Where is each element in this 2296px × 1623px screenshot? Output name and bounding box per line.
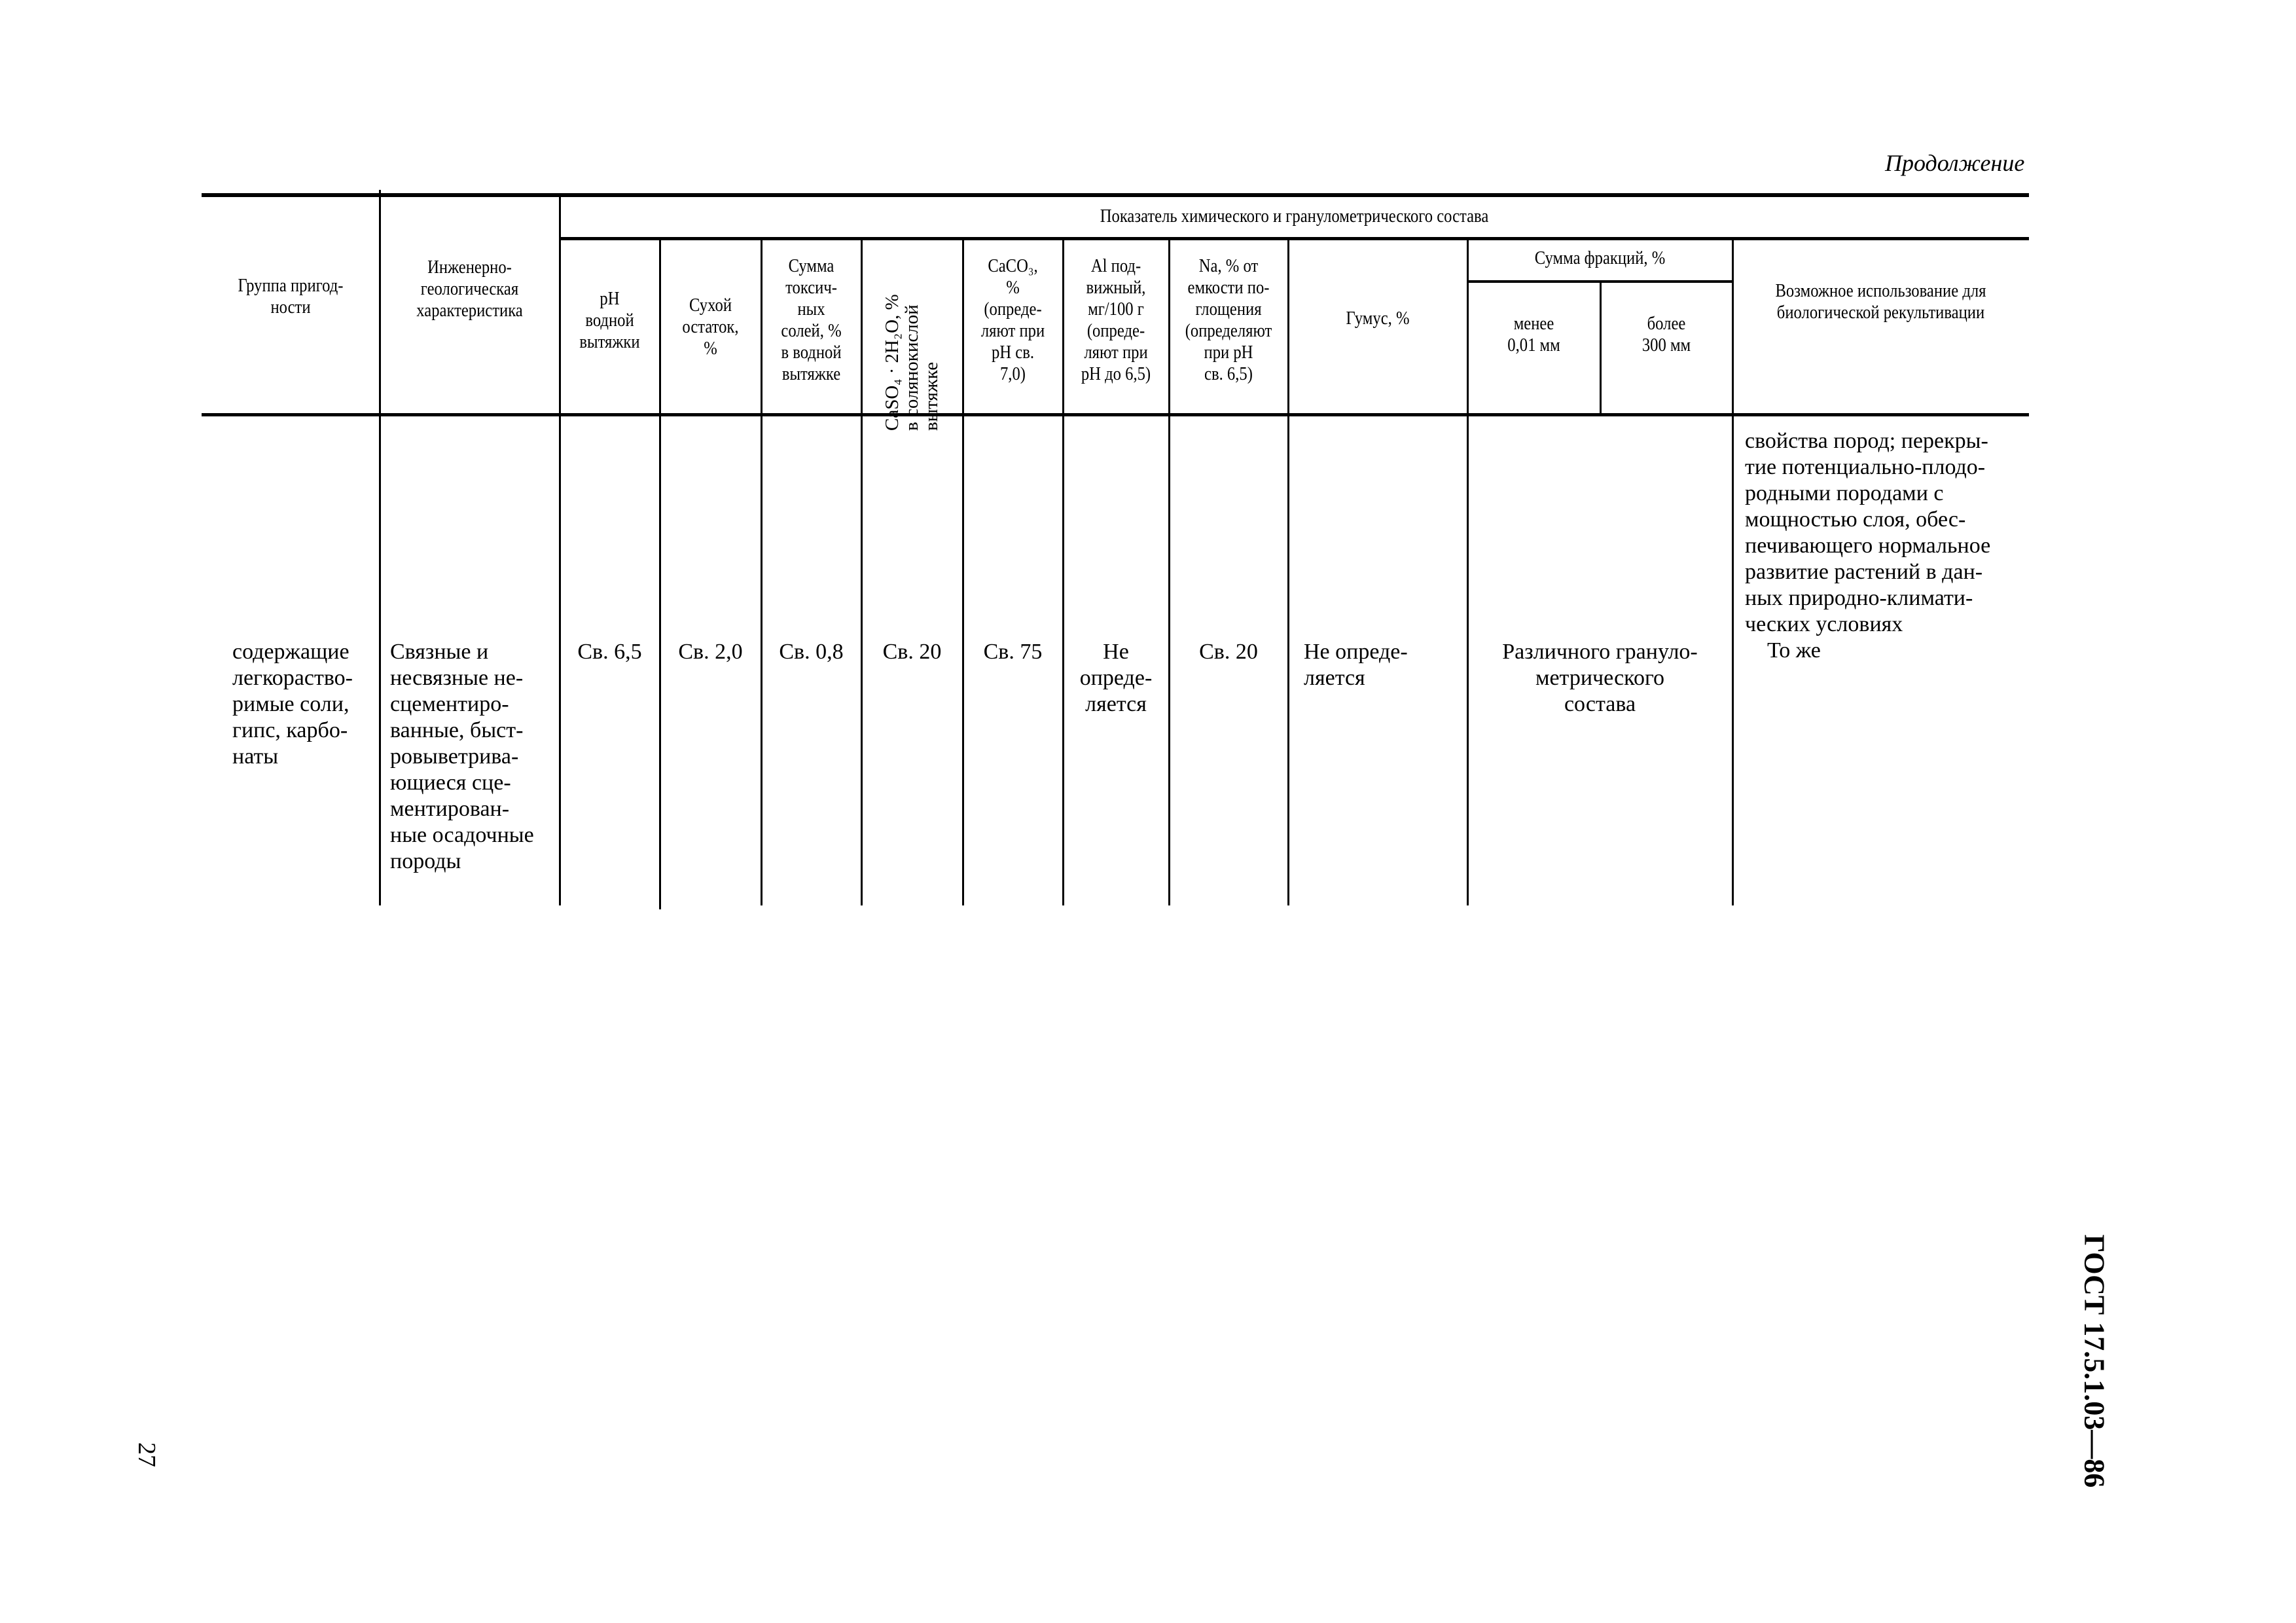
header-ph: pH водной вытяжки <box>579 289 640 352</box>
header-toxic-salts: Сумма токсич- ных солей, % в водной вытяжке <box>781 256 842 384</box>
cell-usage-continued: свойства пород; перекры- тие потенциально-плодо- родными породами с мощностью слоя, обес- печивающего нормальное развитие растений в дан- ных природно-климати- ческих условиях <box>1745 429 1991 636</box>
header-group: Группа пригод- ности <box>238 276 344 318</box>
standard-code: ГОСТ 17.5.1.03—86 <box>2078 1234 2111 1488</box>
header-less: менее 0,01 мм <box>1507 314 1560 356</box>
header-dry-residue: Сухой остаток, % <box>682 295 739 359</box>
header-usage: Возможное использование для биологической рекультивации <box>1775 281 1986 323</box>
divider <box>1467 238 1469 905</box>
cell-group: содержащие легкораство- римые соли, гипс, карбо- наты <box>232 640 353 769</box>
header-al: Al под- вижный, мг/100 г (опреде- ляют при pH до 6,5) <box>1081 256 1151 384</box>
table-top-border <box>202 193 2029 197</box>
header-indicator: Показатель химического и гранулометрического состава <box>1100 206 1489 227</box>
cell-dry-residue: Св. 2,0 <box>678 640 743 664</box>
divider <box>1600 282 1602 414</box>
divider <box>1168 238 1170 905</box>
cell-usage: То же <box>1767 638 1821 663</box>
header-caco3: CaCO₃, % (опреде- ляют при pH св. 7,0) <box>980 256 1045 384</box>
divider <box>379 190 381 905</box>
divider <box>659 238 661 909</box>
header-more: более 300 мм <box>1641 314 1691 356</box>
cell-al: Не опреде- ляется <box>1079 640 1153 716</box>
divider <box>1732 238 1734 905</box>
cell-humus: Не опреде- ляется <box>1304 640 1408 690</box>
cell-na: Св. 20 <box>1199 640 1258 664</box>
cell-ph: Св. 6,5 <box>577 640 642 664</box>
cell-fractions: Различного грануло- метрического состава <box>1502 640 1698 716</box>
header-bottom-border <box>202 413 2029 416</box>
header-fractions: Сумма фракций, % <box>1534 248 1666 268</box>
header-humus: Гумус, % <box>1346 308 1410 329</box>
cell-caco3: Св. 75 <box>983 640 1043 664</box>
continuation-label: Продолжение <box>1885 150 2025 176</box>
cell-engineering: Связные и несвязные не- сцементиро- ванные, быст- ровыветрива- ющиеся сце- ментирован- ные осадочные породы <box>390 640 534 873</box>
page-number: 27 <box>133 1442 160 1467</box>
divider <box>560 237 2029 240</box>
cell-toxic-salts: Св. 0,8 <box>779 640 844 664</box>
divider <box>1287 238 1289 905</box>
divider <box>1062 238 1064 905</box>
divider <box>559 193 561 905</box>
divider <box>761 238 762 905</box>
header-engineering: Инженерно- геологическая характеристика <box>416 257 523 321</box>
header-na: Na, % от емкости по- глощения (определяют при pH св. 6,5) <box>1185 256 1272 384</box>
cell-caso4: Св. 20 <box>882 640 942 664</box>
header-caso4: CaSO₄ · 2H₂O, % в солянокислой вытяжке <box>882 294 942 431</box>
